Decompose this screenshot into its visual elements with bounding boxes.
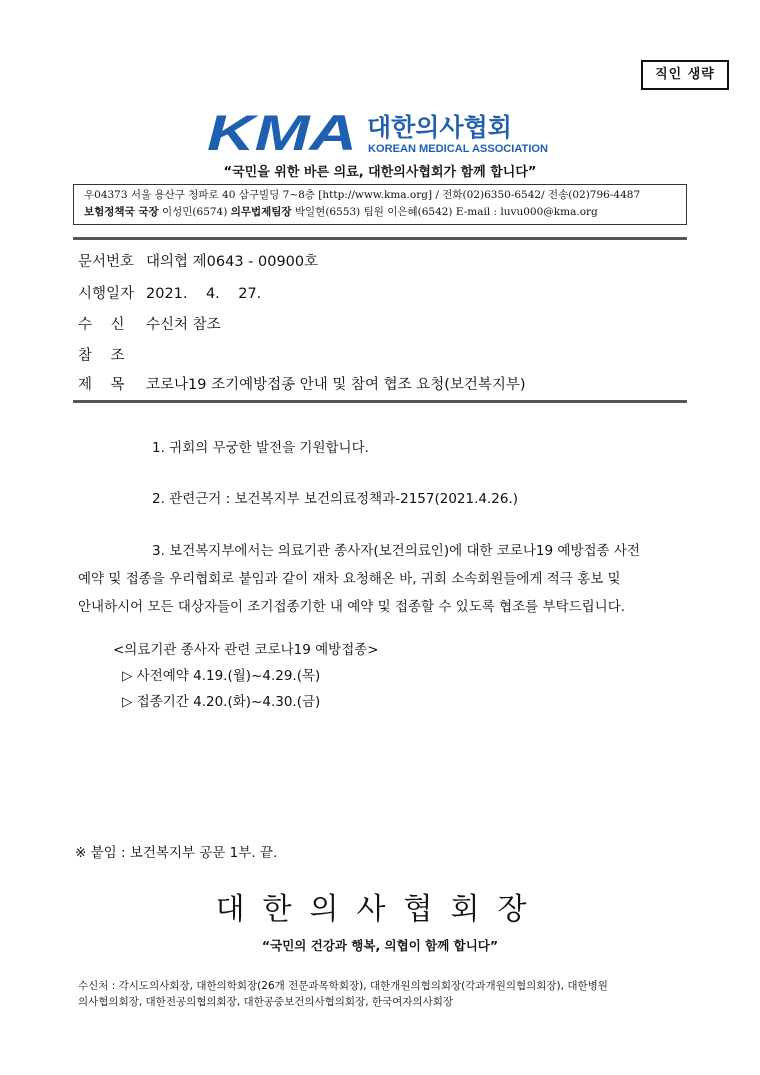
kma-logo-name-en: KOREAN MEDICAL ASSOCIATION	[368, 143, 549, 155]
recipients-line-2: 의사협의회장, 대한전공의협의회장, 대한공중보건의사협의회장, 한국여자의사회장	[78, 996, 454, 1008]
paragraph-1: 1. 귀회의 무궁한 발전을 기원합니다.	[152, 440, 369, 456]
subject-value: 코로나19 조기예방접종 안내 및 참여 협조 요청(보건복지부)	[146, 377, 526, 393]
vaccination-period: ▷ 접종기간 4.20.(화)~4.30.(금)	[122, 694, 321, 710]
motto-bottom: “국민의 건강과 행복, 의협이 함께 합니다”	[261, 938, 499, 953]
recipient-value: 수신처 참조	[146, 317, 221, 333]
paragraph-3-line-3: 안내하시어 모든 대상자들이 조기접종기한 내 예약 및 접종할 수 있도록 협조를 부탁드립니다.	[78, 599, 626, 615]
reference-label: 참 조	[78, 348, 125, 364]
address-box	[73, 184, 687, 225]
subject-label: 제 목	[78, 377, 125, 393]
motto-top: “국민을 위한 바른 의료, 대한의사협회가 함께 합니다”	[223, 165, 537, 180]
recipient-row	[78, 313, 221, 334]
date-value: 2021. 4. 27.	[146, 286, 262, 302]
date-label: 시행일자	[78, 286, 135, 302]
vaccination-box-title: <의료기관 종사자 관련 코로나19 예방접종>	[113, 642, 379, 658]
reservation-period: ▷ 사전예약 4.19.(월)~4.29.(목)	[122, 668, 321, 684]
recipients-list	[78, 978, 690, 1010]
seal-omitted-stamp: 직인 생략	[641, 60, 729, 90]
kma-logo	[207, 110, 567, 156]
recipient-label: 수 신	[78, 317, 125, 333]
paragraph-3-line-2: 예약 및 접종을 우리협회로 붙임과 같이 재차 요청해온 바, 귀회 소속회원들에게 적극 홍보 및	[78, 571, 621, 587]
paragraph-3	[78, 537, 687, 621]
attachment-note: ※ 붙임 : 보건복지부 공문 1부. 끝.	[75, 845, 278, 861]
paragraph-2: 2. 관련근거 : 보건복지부 보건의료정책과-2157(2021.4.26.)	[152, 491, 519, 507]
address-line-2	[84, 204, 686, 221]
subject-row	[78, 373, 526, 394]
divider-top	[73, 237, 687, 240]
recipients-line-1: 수신처 : 각시도의사회장, 대한의학회장(26개 전문과목학회장), 대한개원의협의회장(각과개원의협의회장), 대한병원	[78, 980, 608, 992]
paragraph-3-line-1: 3. 보건복지부에서는 의료기관 종사자(보건의료인)에 대한 코로나19 예방접종 사전	[152, 543, 640, 559]
contact-rest: 박일현(6553) 팀원 이은혜(6542) E-mail : luvu000@kma.org	[291, 206, 598, 218]
address-line-1: 우04373 서울 용산구 청파로 40 삼구빌딩 7~8층 [http://www.kma.org] / 전화(02)6350-6542/ 전송(02)796-4487	[84, 189, 641, 201]
doc-number-row	[78, 250, 318, 271]
contact-title-1: 보험정책국 국장	[84, 206, 159, 218]
doc-number-value: 대의협 제0643 - 00900호	[146, 254, 319, 270]
doc-number-label: 문서번호	[78, 254, 135, 270]
contact-name-1: 이성민(6574)	[158, 206, 231, 218]
divider-bottom	[73, 400, 687, 403]
kma-logo-abbr: KMA	[207, 110, 357, 156]
kma-logo-name-ko: 대한의사협회	[367, 113, 512, 142]
contact-title-2: 의무법제팀장	[230, 206, 292, 218]
date-row	[78, 282, 261, 303]
signature: 대한의사협회장	[215, 892, 545, 927]
reference-row	[78, 344, 146, 365]
